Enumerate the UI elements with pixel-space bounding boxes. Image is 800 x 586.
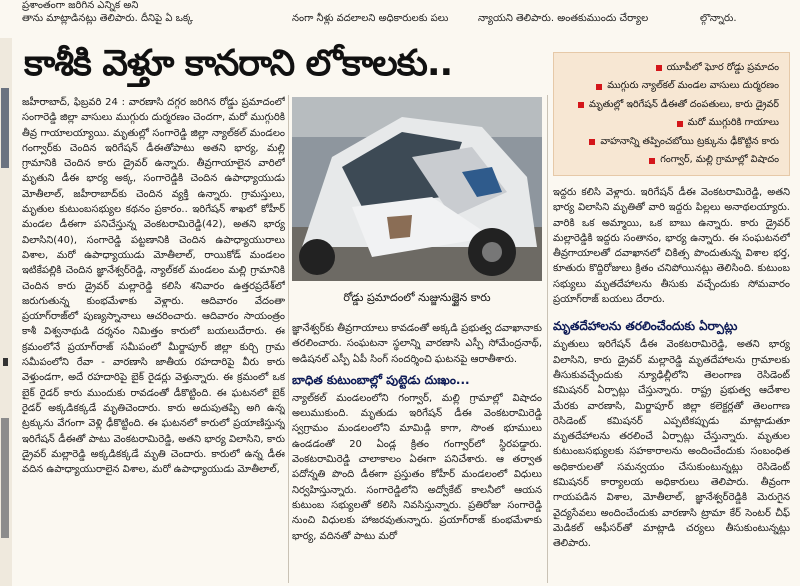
highlights-box — [553, 52, 790, 176]
column-rule — [547, 95, 548, 583]
bullet-square-icon — [589, 139, 595, 145]
edge-image — [1, 418, 9, 538]
page-edge — [0, 38, 12, 586]
accident-car-photo — [292, 97, 542, 281]
edge-image — [1, 88, 9, 168]
article-paragraph: మృతులు ఇరిగేషన్ డీఈ వెంకటరామిరెడ్డి, అతని భార్య విలాసిని, కారు డ్రైవర్ మల్లారెడ్డి మృతదేహాలను గ్రామాలకు తీసుకువచ్చేందుకు న్యూఢిల్లీలోని తెలంగాణ రెసిడెంట్ కమిషనర్ ఏర్పాట్లు చేస్తున్నారు. రాష్ట్ర ప్రభుత్వ ఆదేశాల మేరకు వారణాసి, మిర్జాపూర్ జిల్లా కలెక్టర్లతో తెలంగాణ రెసిడెంట్ కమిషనర్ ఎప్పటికప్పుడు మాట్లాడుతూ మృతదేహాలను తరలించే ఏర్పాట్లు చేస్తున్నారు. మృతుల కుటుంబసభ్యులకు సహకారాలను అందించేందుకు సంబంధిత అధికారులతో సమన్వయం చేసుకుంటున్నట్లు రెసిడెంట్ కమిషనర్ కార్యాలయ అధికారులు తెలిపారు. తీవ్రంగా గాయపడిన విశాల, మోతీలాల్, జ్ఞానేశ్వర్‌రెడ్డికి మెరుగైన వైద్యసేవలు అందించేందుకు వారణాసి ట్రామా కేర్ సెంటర్ చీఫ్ మెడికల్ ఆఫీసర్‌తో మాట్లాడి చర్యలు తీసుకుంటున్నట్లు తెలిపారు. — [553, 339, 790, 550]
article-column-right — [553, 185, 790, 585]
highlight-item: మృతుల్లో ఇరిగేషన్ డీఈతో దంపతులు, కారు డ్రైవర్ — [554, 96, 789, 115]
article-paragraph: న్యాల్‌కల్ మండలంలోని గంగ్వార్, మల్లి గ్రామాల్లో విషాదం అలుముకుంది. మృతుడు ఇరిగేషన్ డీఈ వెంకటరామిరెడ్డి స్వగ్రామం మండలంలోని మామిడ్గి కాగా, సొంత భూములు ఉండడంతో 20 ఏండ్ల క్రితం గంగ్వార్‌లో స్థిరపడ్డారు. వెంకటరామిరెడ్డి చాలాకాలం ఏఈగా పనిచేశారు. ఆ తర్వాత పదోన్నతి పొంది డీఈగా ప్రస్తుతం కోహీర్ మండలంలో విధులు నిర్వహిస్తున్నారు. సంగారెడ్డిలోని అద్వోకేట్ కాలనీలో ఆయన కుటుంబ సభ్యులతో కలిసి నివసిస్తున్నారు. ప్రతిరోజు సంగారెడ్డి నుంచి విధులకు హాజరవుతున్నారు. ప్రయాగ్‌రాజ్ కుంభమేళాకు భార్య, వదినతో పాటు మరో — [292, 392, 542, 542]
bullet-square-icon — [596, 84, 602, 90]
bullet-square-icon — [578, 102, 584, 108]
column-rule — [288, 95, 289, 583]
highlight-item: వాహనాన్ని తప్పించబోయి ట్రక్కును ఢీకొట్టిన కారు — [554, 133, 789, 152]
photo-caption: రోడ్డు ప్రమాదంలో నుజ్జునుజ్జైన కారు — [343, 291, 491, 304]
article-column-middle — [292, 321, 542, 583]
section-subheading: బాధిత కుటుంబాల్లో పుట్టెడు దుఃఖం... — [292, 372, 470, 387]
strip-text-4: న్యాయని తెలిపారు. అంతకుముందు చేర్యాల — [478, 13, 649, 24]
headline: కాశీకి వెళ్తూ కానరాని లోకాలకు.. — [24, 43, 453, 84]
article-paragraph: జహీరాబాద్, ఫిబ్రవరి 24 : వారణాసి దగ్గర జరిగిన రోడ్డు ప్రమాదంలో సంగారెడ్డి జిల్లా వాసులు ముగ్గురు దుర్మరణం చెందగా, మరో ముగ్గురికి తీవ్ర గాయాలయ్యాయి. మృతుల్లో సంగారెడ్డి జిల్లా న్యాల్‌కల్ మండలం గంగ్వార్‌కు చెందిన ఇరిగేషన్ డీఈతోపాటు అతని భార్య, మల్లి గ్రామానికి చెందిన కారు డ్రైవర్ ఉన్నారు. తీవ్రగాయాలైన వారిలో మృతుని డీఈ భార్య అక్క, సంగారెడ్డికి చెందిన ఉపాధ్యాయుడు మోతీలాల్, జహీరాబాద్‌కు చెందిన వ్యక్తి ఉన్నారు. గ్రామస్తులు, మృతుల కుటుంబసభ్యుల కథనం ప్రకారం.. ఇరిగేషన్ శాఖలో కోహీర్ మండల డీఈగా పనిచేస్తున్న వెంకటరామిరెడ్డి(42), అతని భార్య విలాసిని(40), సంగారెడ్డి పట్టణానికి చెందిన ఉపాధ్యాయురాలు విశాల, మరో ఉపాధ్యాయుడు మోతీలాల్, రాయికోడ్ మండలం ఇటికేపల్లికి చెందిన జ్ఞానేశ్వర్‌రెడ్డి, న్యాల్‌కల్ మండలం మల్లి గ్రామానికి చెందిన కారు డ్రైవర్ మల్లారెడ్డి కలిసి శనివారం ఉత్తరప్రదేశ్‌లో జరుగుతున్న కుంభమేళాకు వెళ్లారు. ఆదివారం వేదంతా ప్రయాగ్‌రాజ్‌లో పుణ్యస్నానాలు ఆచరించారు. ఆదివారం సాయంత్రం కాశీ విశ్వనాథుడి దర్శనం నిమిత్తం కారులో బయలుదేరారు. ఈ క్రమంలోనే ప్రయాగ్‌రాజ్ సమీపంలో మీర్జాపూర్ జిల్లా కుర్చి గ్రామ సమీపంలోని రేవా - వారణాసి జాతీయ రహదారిపై వీరు కారు వెళ్తుండగా, అదే రహదారిపై బైక్ రైడర్లు వెళ్తున్నారు. ఈ క్రమంలో ఒక బైక్ రైడర్ కారు ముందుకు రావడంతో డీకొట్టింది. ఈ ఘటనలో బైక్ రైడర్ అక్కడికక్కడే మృతిచెందారు. కారు అదుపుతప్పి అగి ఉన్న ట్రక్కును వేగంగా వెళ్లి ఢీకొట్టింది. ఈ ఘటనలో కారులో ప్రయాణిస్తున్న ఇరిగేషన్ డీఈతో పాటు వెంకటరామిరెడ్డి, అతని భార్య విలాసిని, కారు డ్రైవర్ మల్లారెడ్డి అక్కడికక్కడే మృతి చెందారు. కారులో ఉన్న డీఈ వదిన ఉపాధ్యాయురాలైన విశాల, మరో ఉపాధ్యాయుడు మోతీలాల్, — [22, 97, 285, 476]
top-strip — [0, 0, 800, 38]
car-wreck-image — [292, 97, 542, 281]
article-paragraph: జ్ఞానేశ్వర్‌కు తీవ్రగాయాలు కావడంతో అక్కడి ప్రభుత్వ దవాఖానాకు తరలించారు. సంఘటనా స్థలాన్ని వారణాసి ఎస్పీ సోమేంద్రనాథ్, అడిషనల్ ఎస్పీ ఏపీ సింగ్ సందర్శించి ఘటనపై ఆరాతీశారు. — [292, 323, 542, 365]
strip-text-2: తాను మాట్లాడినట్లు తెలిపారు. దీనిపై ఏ ఒక్క — [22, 13, 193, 24]
bullet-square-icon — [656, 65, 662, 71]
article-paragraph: ఇద్దరు కలిసి వెళ్లారు. ఇరిగేషన్ డీఈ వెంకటరామిరెడ్డి, అతని భార్య విలాసిని మృతితో వారి ఇద్దరు పిల్లలు అనాథలయ్యారు. వారికి ఒక అమ్మాయి, ఒక బాబు ఉన్నారు. కారు డ్రైవర్ మల్లారెడ్డికి ఇద్దరు సంతానం, భార్య ఉన్నారు. ఈ సంఘటనలో తీవ్రగాయాలతో దవాఖానలో చికిత్స పొందుతున్న విశాల భర్త, కూతురు కొద్దిరోజులు క్రితం చనిపోయినట్లు తెలిసింది. కుటుంబ సభ్యులు మృతదేహాలను తీసుకు వచ్చేందుకు సోమవారం ప్రయాగ్‌రాజ్ బయలు దేరారు. — [553, 187, 790, 306]
strip-text-1: ప్రశాంతంగా జరిగిన ఎన్నిక అని — [22, 0, 139, 11]
bullet-square-icon — [677, 121, 683, 127]
strip-text-5: ల్గొన్నారు. — [700, 13, 737, 24]
strip-text-3: నంగా నీళ్లు వదలాలని అధికారులకు పలు — [292, 13, 449, 24]
highlight-item: ముగ్గురు న్యాల్‌కల్ మండల వాసులు దుర్మరణం — [554, 78, 789, 97]
article-column-left — [22, 95, 285, 583]
bullet-square-icon — [649, 158, 655, 164]
highlight-item: గంగ్వార్, మల్లి గ్రామాల్లో విషాదం — [554, 152, 789, 171]
section-subheading: మృతదేహాలను తరలించేందుకు ఏర్పాట్లు — [553, 319, 738, 334]
highlight-item: యూపీలో ఘోర రోడ్డు ప్రమాదం — [554, 59, 789, 78]
highlight-item: మరో ముగ్గురికి గాయాలు — [554, 115, 789, 134]
edge-mark — [3, 358, 8, 366]
